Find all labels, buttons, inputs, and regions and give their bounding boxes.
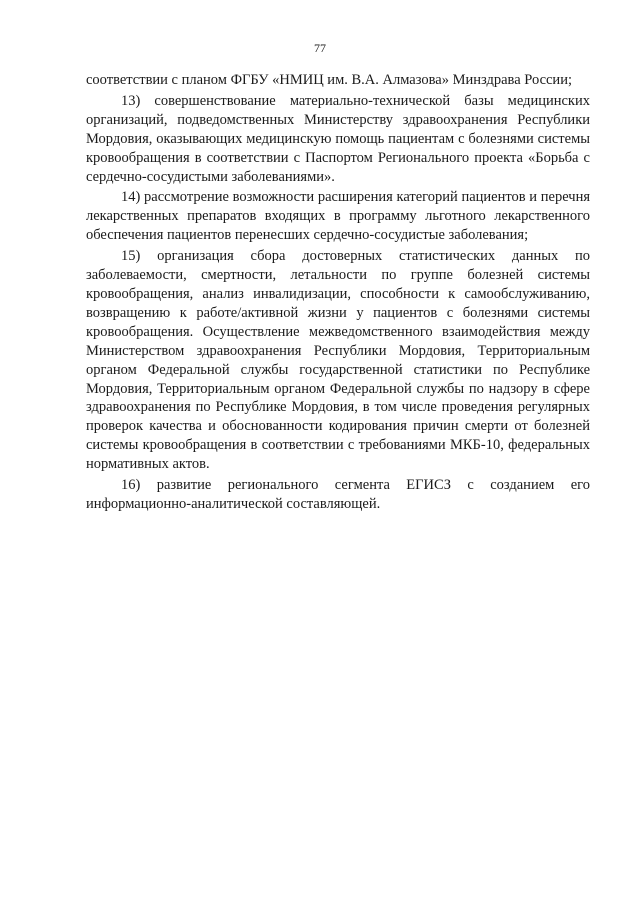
page-number: 77 xyxy=(314,41,326,55)
paragraph-item-13: 13) совершенствование материально-технической базы медицинских организаций, подведомственных Министерству здравоохранения Республики Мордовия, оказывающих медицинскую помощь пациентам с болезнями системы кровообращения в соответствии с Паспортом Регионального проекта «Борьба с сердечно-сосудистыми заболеваниями». xyxy=(86,92,590,185)
paragraph-item-16: 16) развитие регионального сегмента ЕГИСЗ с созданием его информационно-аналитической составляющей. xyxy=(86,477,590,512)
paragraph-continuation: соответствии с планом ФГБУ «НМИЦ им. В.А. Алмазова» Минздрава России; xyxy=(86,72,572,88)
paragraph-item-14: 14) рассмотрение возможности расширения категорий пациентов и перечня лекарственных препаратов входящих в программу льготного лекарственного обеспечения пациентов перенесших сердечно-сосудистые заболевания; xyxy=(86,189,590,244)
paragraph-item-15: 15) организация сбора достоверных статистических данных по заболеваемости, смертности, летальности по группе болезней системы кровообращения, анализ инвалидизации, способности к самообслуживанию, возвращению к работе/активной жизни у пациентов с болезнями системы кровообращения. Осуществление межведомственного взаимодействия между Министерством здравоохранения Республики Мордовия, Территориальным органом Федеральной службы государственной статистики по Республике Мордовия, Территориальным органом Федеральной службы по надзору в сфере здравоохранения по Республике Мордовия, в том числе проведения регулярных проверок качества и обоснованности кодирования причин смерти от болезней системы кровообращения в соответствии с требованиями МКБ-10, федеральных нормативных актов. xyxy=(86,248,590,473)
document-body xyxy=(86,71,590,514)
